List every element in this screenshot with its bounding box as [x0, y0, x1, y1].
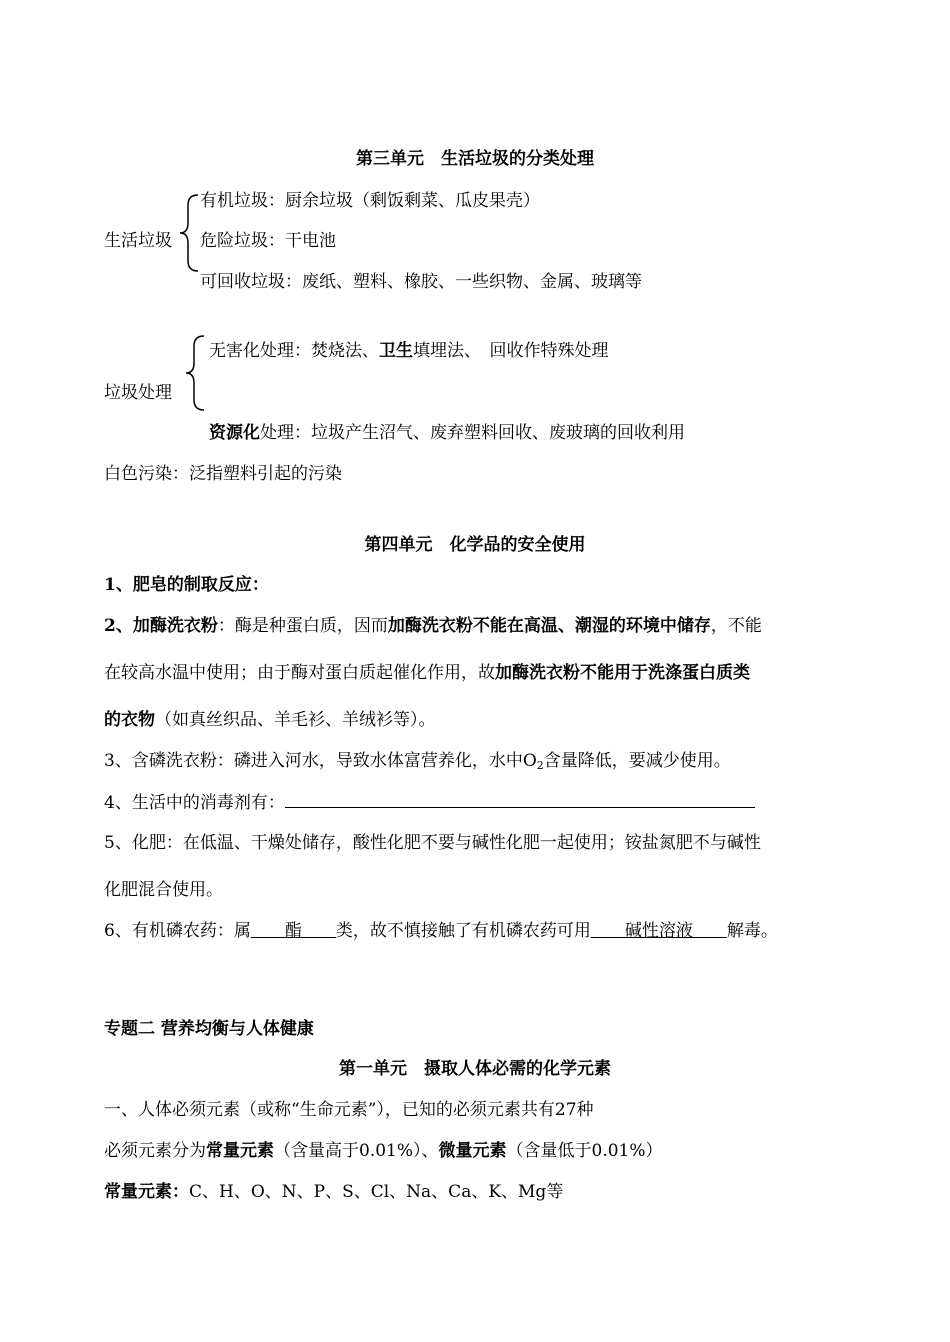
line2-e: （含量低于0.01%）	[506, 1141, 663, 1161]
item2-line1	[104, 615, 762, 637]
item6-blank1: 酯	[250, 921, 336, 941]
item6-blank2: 碱性溶液	[590, 921, 727, 941]
harmless-disposal	[209, 340, 609, 362]
topic2-line2	[104, 1140, 663, 1162]
waste-item-hazard: 危险垃圾：干电池	[200, 231, 336, 251]
waste-label: 生活垃圾	[104, 231, 172, 251]
item4-text: 4、生活中的消毒剂有：	[104, 793, 285, 813]
resource-disposal	[209, 422, 685, 444]
item3-b: 含量降低，要减少使用。	[543, 751, 731, 771]
brace-disposal	[184, 334, 208, 412]
item2-a: 2、加酶洗衣粉	[104, 616, 218, 636]
unit4-title: 第四单元 化学品的安全使用	[364, 535, 586, 555]
item2-line2	[104, 662, 750, 684]
disposal-label: 垃圾处理	[104, 383, 172, 403]
item2-d: ，不能	[710, 616, 762, 636]
topic2-unit1-title: 第一单元 摄取人体必需的化学元素	[339, 1059, 611, 1079]
line3-a: 常量元素：	[104, 1182, 189, 1202]
item3	[104, 750, 731, 777]
white-pollution: 白色污染：泛指塑料引起的污染	[104, 464, 342, 484]
item1: 1、肥皂的制取反应：	[104, 575, 269, 595]
resource-text-a: 资源化	[209, 423, 260, 443]
line2-d: 微量元素	[438, 1141, 507, 1161]
item6	[104, 920, 778, 942]
topic2-title: 专题二 营养均衡与人体健康	[104, 1019, 314, 1039]
item6-c: 解毒。	[726, 921, 778, 941]
topic2-line3	[104, 1181, 563, 1203]
item2-h: （如真丝织品、羊毛衫、羊绒衫等）。	[155, 710, 436, 730]
item2-e: 在较高水温中使用；由于酶对蛋白质起催化作用，故	[104, 663, 495, 683]
item2-c: 加酶洗衣粉不能在高温、潮湿的环境中储存	[387, 616, 711, 636]
item2-f: 加酶洗衣粉不能用于洗涤蛋白质类	[495, 663, 750, 683]
harmless-text-c: 填埋法、 回收作特殊处理	[413, 341, 609, 361]
harmless-text-b: 卫生	[379, 341, 413, 361]
item6-b: 类，故不慎接触了有机磷农药可用	[335, 921, 591, 941]
resource-text-b: 处理：垃圾产生沼气、废弃塑料回收、废玻璃的回收利用	[260, 423, 685, 443]
line2-c: （含量高于0.01%）、	[274, 1141, 439, 1161]
item6-a: 6、有机磷农药：属	[104, 921, 251, 941]
topic2-line1: 一、人体必须元素（或称“生命元素”），已知的必须元素共有27种	[104, 1100, 594, 1120]
item2-b: ：酶是种蛋白质，因而	[217, 616, 388, 636]
item2-line3	[104, 709, 436, 731]
item5-line1: 5、化肥：在低温、干燥处储存，酸性化肥不要与碱性化肥一起使用；铵盐氮肥不与碱性	[104, 833, 761, 853]
line3-b: C、H、O、N、P、S、Cl、Na、Ca、K、Mg等	[189, 1182, 564, 1202]
brace-waste	[178, 193, 202, 273]
item4-blank[interactable]	[285, 791, 755, 808]
item3-sub: 2	[536, 759, 544, 772]
harmless-text-a: 无害化处理：焚烧法、	[209, 341, 379, 361]
item3-a: 3、含磷洗衣粉：磷进入河水，导致水体富营养化，水中O	[104, 751, 537, 771]
line2-a: 必须元素分为	[104, 1141, 206, 1161]
item5-line2: 化肥混合使用。	[104, 880, 223, 900]
unit3-title: 第三单元 生活垃圾的分类处理	[356, 149, 594, 169]
item2-g: 的衣物	[104, 710, 155, 730]
item4	[104, 791, 755, 814]
line2-b: 常量元素	[206, 1141, 274, 1161]
waste-item-recyclable: 可回收垃圾：废纸、塑料、橡胶、一些织物、金属、玻璃等	[200, 272, 642, 292]
waste-item-organic: 有机垃圾：厨余垃圾（剩饭剩菜、瓜皮果壳）	[200, 191, 540, 211]
